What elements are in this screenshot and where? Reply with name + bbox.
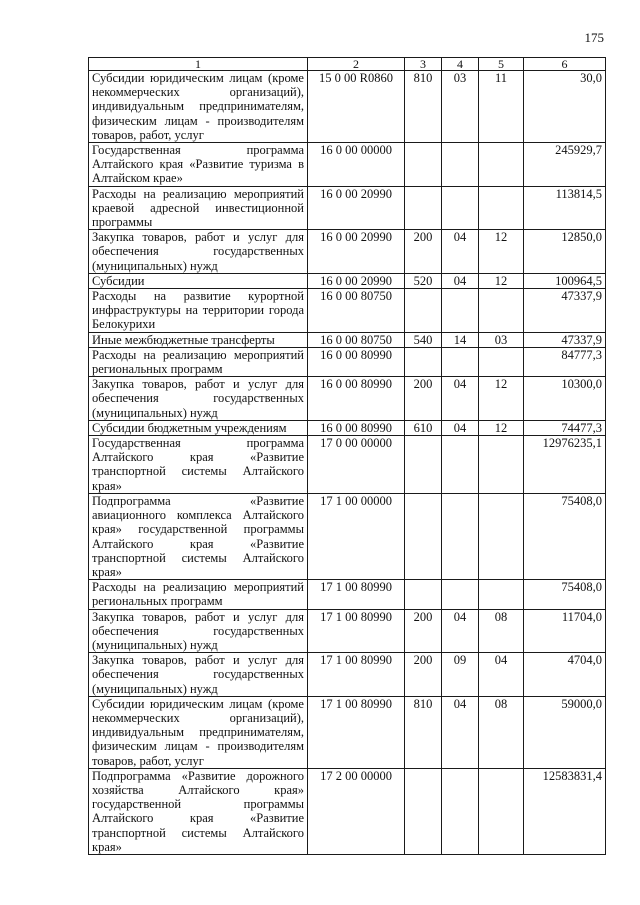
- row-sum-cell: 84777,3: [524, 347, 606, 376]
- row-subsection-cell: 04: [479, 653, 524, 697]
- row-name-cell: Субсидии юридическим лицам (кроме некоммерческих организаций), индивидуальным предпринимателям, физическим лицам - производителям товаров, работ, услуг: [89, 696, 308, 768]
- row-expense-type-cell: 610: [405, 420, 442, 435]
- row-name-cell: Закупка товаров, работ и услуг для обеспечения государственных (муниципальных) нужд: [89, 230, 308, 274]
- row-sum-cell: 11704,0: [524, 609, 606, 653]
- row-subsection-cell: 08: [479, 696, 524, 768]
- row-subsection-cell: [479, 143, 524, 187]
- row-name-cell: Субсидии юридическим лицам (кроме некоммерческих организаций), индивидуальным предпринимателям, физическим лицам - производителям товаров, работ, услуг: [89, 71, 308, 143]
- row-section-cell: [442, 289, 479, 333]
- row-section-cell: [442, 768, 479, 854]
- row-sum-cell: 113814,5: [524, 186, 606, 230]
- row-name-cell: Подпрограмма «Развитие дорожного хозяйства Алтайского края» государственной программы Алтайского края «Развитие транспортной системы Алтайского края»: [89, 768, 308, 854]
- row-sum-cell: 12850,0: [524, 230, 606, 274]
- row-expense-type-cell: 200: [405, 230, 442, 274]
- row-code-cell: 16 0 00 80750: [308, 289, 405, 333]
- table-body: [89, 71, 606, 855]
- row-name-cell: Государственная программа Алтайского края «Развитие туризма в Алтайском крае»: [89, 143, 308, 187]
- table-row: [89, 580, 606, 609]
- row-code-cell: 16 0 00 20990: [308, 273, 405, 288]
- table-row: [89, 289, 606, 333]
- row-subsection-cell: [479, 493, 524, 579]
- row-expense-type-cell: [405, 186, 442, 230]
- row-subsection-cell: 08: [479, 609, 524, 653]
- table-row: [89, 377, 606, 421]
- row-expense-type-cell: 200: [405, 653, 442, 697]
- row-expense-type-cell: 540: [405, 332, 442, 347]
- table-row: [89, 493, 606, 579]
- table-row: [89, 273, 606, 288]
- header-col-sum: 6: [524, 58, 606, 71]
- row-name-cell: Субсидии бюджетным учреждениям: [89, 420, 308, 435]
- row-subsection-cell: [479, 436, 524, 494]
- row-subsection-cell: 12: [479, 420, 524, 435]
- row-sum-cell: 245929,7: [524, 143, 606, 187]
- row-name-cell: Иные межбюджетные трансферты: [89, 332, 308, 347]
- row-code-cell: 16 0 00 80990: [308, 377, 405, 421]
- row-name-cell: Подпрограмма «Развитие авиационного комплекса Алтайского края» государственной программы Алтайского края «Развитие транспортной системы Алтайского края»: [89, 493, 308, 579]
- table-row: [89, 186, 606, 230]
- row-code-cell: 16 0 00 80990: [308, 420, 405, 435]
- row-sum-cell: 30,0: [524, 71, 606, 143]
- row-subsection-cell: 03: [479, 332, 524, 347]
- row-name-cell: Закупка товаров, работ и услуг для обеспечения государственных (муниципальных) нужд: [89, 377, 308, 421]
- row-sum-cell: 75408,0: [524, 580, 606, 609]
- table-row: [89, 71, 606, 143]
- budget-table: [88, 57, 606, 855]
- row-expense-type-cell: [405, 436, 442, 494]
- row-section-cell: 04: [442, 609, 479, 653]
- row-section-cell: [442, 493, 479, 579]
- row-subsection-cell: [479, 580, 524, 609]
- row-name-cell: Субсидии: [89, 273, 308, 288]
- row-sum-cell: 47337,9: [524, 332, 606, 347]
- table-row: [89, 696, 606, 768]
- row-expense-type-cell: [405, 768, 442, 854]
- row-section-cell: 04: [442, 377, 479, 421]
- row-subsection-cell: 12: [479, 273, 524, 288]
- row-sum-cell: 59000,0: [524, 696, 606, 768]
- row-section-cell: 04: [442, 420, 479, 435]
- table-row: [89, 420, 606, 435]
- row-expense-type-cell: [405, 580, 442, 609]
- row-subsection-cell: 11: [479, 71, 524, 143]
- row-subsection-cell: [479, 347, 524, 376]
- row-expense-type-cell: [405, 493, 442, 579]
- row-sum-cell: 10300,0: [524, 377, 606, 421]
- row-code-cell: 17 1 00 00000: [308, 493, 405, 579]
- row-name-cell: Закупка товаров, работ и услуг для обеспечения государственных (муниципальных) нужд: [89, 653, 308, 697]
- row-sum-cell: 100964,5: [524, 273, 606, 288]
- row-code-cell: 17 0 00 00000: [308, 436, 405, 494]
- row-expense-type-cell: [405, 289, 442, 333]
- row-section-cell: [442, 186, 479, 230]
- table-row: [89, 347, 606, 376]
- row-subsection-cell: [479, 186, 524, 230]
- row-name-cell: Государственная программа Алтайского края «Развитие транспортной системы Алтайского края»: [89, 436, 308, 494]
- header-col-rz: 4: [442, 58, 479, 71]
- row-code-cell: 16 0 00 80750: [308, 332, 405, 347]
- row-expense-type-cell: 520: [405, 273, 442, 288]
- row-subsection-cell: 12: [479, 230, 524, 274]
- row-section-cell: 04: [442, 273, 479, 288]
- row-section-cell: [442, 143, 479, 187]
- row-name-cell: Расходы на реализацию мероприятий краевой адресной инвестиционной программы: [89, 186, 308, 230]
- table-row: [89, 436, 606, 494]
- row-section-cell: 09: [442, 653, 479, 697]
- row-code-cell: 16 0 00 80990: [308, 347, 405, 376]
- row-code-cell: 17 1 00 80990: [308, 653, 405, 697]
- row-code-cell: 16 0 00 00000: [308, 143, 405, 187]
- row-section-cell: 04: [442, 230, 479, 274]
- row-code-cell: 17 2 00 00000: [308, 768, 405, 854]
- table-row: [89, 143, 606, 187]
- row-subsection-cell: 12: [479, 377, 524, 421]
- row-sum-cell: 12976235,1: [524, 436, 606, 494]
- row-expense-type-cell: 200: [405, 377, 442, 421]
- row-code-cell: 17 1 00 80990: [308, 580, 405, 609]
- row-code-cell: 16 0 00 20990: [308, 230, 405, 274]
- row-name-cell: Расходы на реализацию мероприятий региональных программ: [89, 580, 308, 609]
- row-code-cell: 17 1 00 80990: [308, 609, 405, 653]
- header-col-pr: 5: [479, 58, 524, 71]
- row-name-cell: Расходы на развитие курортной инфраструктуры на территории города Белокурихи: [89, 289, 308, 333]
- row-expense-type-cell: 810: [405, 696, 442, 768]
- row-sum-cell: 12583831,4: [524, 768, 606, 854]
- row-name-cell: Закупка товаров, работ и услуг для обеспечения государственных (муниципальных) нужд: [89, 609, 308, 653]
- row-subsection-cell: [479, 768, 524, 854]
- row-name-cell: Расходы на реализацию мероприятий региональных программ: [89, 347, 308, 376]
- row-section-cell: 14: [442, 332, 479, 347]
- row-sum-cell: 4704,0: [524, 653, 606, 697]
- row-code-cell: 16 0 00 20990: [308, 186, 405, 230]
- row-code-cell: 15 0 00 R0860: [308, 71, 405, 143]
- row-section-cell: 04: [442, 696, 479, 768]
- row-section-cell: 03: [442, 71, 479, 143]
- row-sum-cell: 74477,3: [524, 420, 606, 435]
- row-code-cell: 17 1 00 80990: [308, 696, 405, 768]
- row-expense-type-cell: [405, 347, 442, 376]
- row-expense-type-cell: 810: [405, 71, 442, 143]
- row-section-cell: [442, 580, 479, 609]
- row-section-cell: [442, 347, 479, 376]
- table-row: [89, 332, 606, 347]
- table-header-row: [89, 58, 606, 71]
- table-row: [89, 609, 606, 653]
- row-subsection-cell: [479, 289, 524, 333]
- row-section-cell: [442, 436, 479, 494]
- table-row: [89, 230, 606, 274]
- row-sum-cell: 75408,0: [524, 493, 606, 579]
- header-col-name: 1: [89, 58, 308, 71]
- header-col-vr: 3: [405, 58, 442, 71]
- header-col-code: 2: [308, 58, 405, 71]
- page-number: 175: [584, 30, 604, 45]
- row-expense-type-cell: 200: [405, 609, 442, 653]
- row-sum-cell: 47337,9: [524, 289, 606, 333]
- row-expense-type-cell: [405, 143, 442, 187]
- table-row: [89, 768, 606, 854]
- table-row: [89, 653, 606, 697]
